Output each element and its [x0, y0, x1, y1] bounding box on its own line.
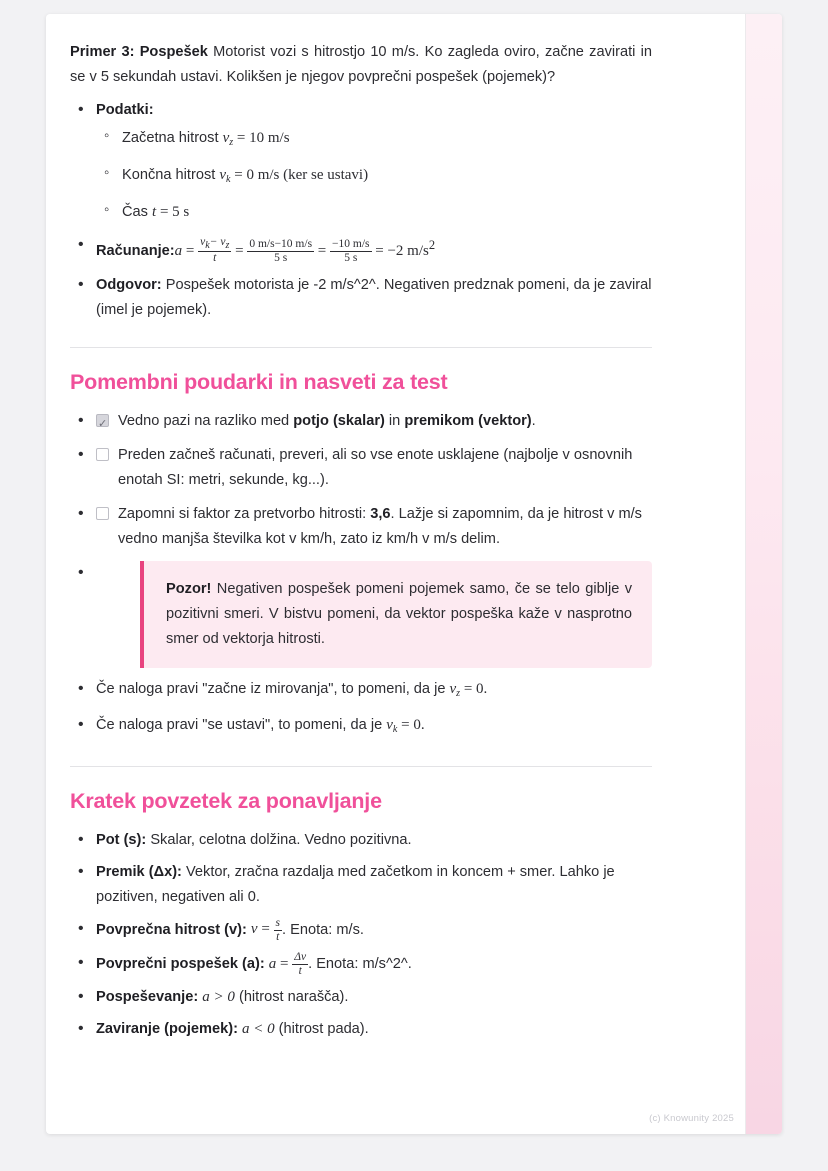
data-item-0-rest: = 10 m/s — [233, 130, 290, 146]
tip-0-text-b: potjo (skalar) — [293, 412, 385, 429]
example-paragraph — [70, 40, 652, 90]
summary-0-label: Pot (s): — [96, 831, 147, 848]
tip-item-0 — [70, 409, 652, 434]
calc-result: −2 m/s — [387, 243, 429, 259]
note-0-symbol: v — [449, 680, 457, 697]
copyright-footer: (c) Knowunity 2025 — [649, 1113, 734, 1124]
callout-text: Negativen pospešek pomeni pojemek samo, če se telo giblje v pozitivni smeri. V bistvu pomeni, da vektor pospeška kaže v nasprotno smer od vektorja hitrosti. — [166, 580, 632, 647]
tips-section-title: Pomembni poudarki in nasveti za test — [70, 369, 448, 394]
answer-bullet — [70, 273, 652, 323]
calc-lhs: a — [174, 243, 183, 259]
summary-5-label: Zaviranje (pojemek): — [96, 1021, 238, 1038]
summary-4-text: (hitrost narašča). — [234, 989, 349, 1006]
calc-fraction-1 — [198, 236, 231, 266]
data-label: Podatki: — [96, 102, 154, 118]
tip-2-text-c: . Lažje si zapomnim, da je hitrost v m/s vedno manjša številka kot v km/h, zato iz km/h v m/s delim. — [118, 505, 642, 547]
calc-f3-den: 5 s — [344, 252, 358, 265]
summary-1-label: Premik (Δx): — [96, 863, 182, 880]
tip-item-1 — [70, 443, 652, 493]
tip-0-text-d: premikom (vektor) — [404, 412, 532, 429]
summary-item-1 — [70, 860, 652, 910]
answer-label: Odgovor: — [96, 276, 162, 293]
calc-f2-den: 5 s — [274, 252, 288, 265]
summary-item-5 — [70, 1017, 652, 1042]
decorative-side-strip — [745, 14, 782, 1134]
data-item-2-symbol: t — [152, 204, 157, 220]
note-1-subscript: k — [392, 723, 398, 735]
data-item-1-symbol: v — [219, 167, 227, 183]
summary-item-3 — [70, 951, 652, 978]
note-1-symbol: v — [386, 716, 393, 733]
summary-0-text: Skalar, celotna dolžina. Vedno pozitivna. — [146, 831, 412, 848]
summary-item-2 — [70, 917, 652, 944]
note-0-rest: = 0. — [460, 680, 488, 697]
summary-3-num: Δv — [294, 950, 307, 963]
document-content — [70, 40, 652, 1049]
callout-label: Pozor! — [166, 580, 212, 597]
data-item-0-symbol: v — [222, 130, 230, 146]
tip-0-text-a: Vedno pazi na razliko med — [118, 412, 294, 429]
data-item-0 — [96, 127, 652, 154]
tip-0-text-e: . — [531, 412, 536, 429]
note-item-1 — [70, 713, 652, 742]
calculation-bullet — [70, 233, 652, 266]
data-item-0-prefix: Začetna hitrost — [122, 130, 223, 146]
summary-3-den: t — [298, 965, 302, 978]
summary-3-label: Povprečni pospešek (a): — [96, 955, 265, 972]
data-item-1 — [96, 164, 652, 191]
tips-checklist — [70, 409, 652, 668]
tips-notes-list — [70, 677, 652, 742]
example-label: Primer 3: Pospešek — [70, 44, 208, 60]
tip-1-text: Preden začneš računati, preveri, ali so vse enote usklajene (najbolje v osnovnih enotah SI: metri, sekunde, kg...). — [118, 446, 633, 488]
summary-5-math: a < 0 — [242, 1021, 275, 1038]
summary-5-text: (hitrost pada). — [274, 1021, 369, 1038]
summary-section-title: Kratek povzetek za ponavljanje — [70, 788, 382, 813]
summary-2-label: Povprečna hitrost (v): — [96, 921, 247, 938]
note-0-subscript: z — [456, 687, 461, 699]
note-item-0 — [70, 677, 652, 706]
document-page — [46, 14, 782, 1134]
summary-2-formula: v = $\frac{s}{t}$ — [250, 916, 281, 943]
note-1-prefix: Če naloga pravi "se ustavi", to pomeni, da je — [96, 716, 387, 733]
calc-f1-sub2: z — [225, 239, 230, 251]
summary-4-math: a > 0 — [202, 989, 235, 1006]
tip-0-text-c: in — [384, 412, 405, 429]
summary-3-formula: a = $\frac{\Delta v}{t}$ — [268, 950, 307, 978]
note-0-prefix: Če naloga pravi "začne iz mirovanja", to pomeni, da je — [96, 680, 450, 697]
answer-text: Pospešek motorista je -2 m/s^2^. Negativen predznak pomeni, da je zaviral (imel je pojemek). — [96, 276, 652, 318]
data-item-0-subscript: z — [229, 137, 234, 148]
section-divider-1 — [70, 347, 652, 348]
checkbox-1[interactable] — [96, 448, 109, 461]
summary-3-lhs: a — [268, 955, 277, 972]
data-item-1-prefix: Končna hitrost — [122, 167, 220, 183]
section-divider-2 — [70, 766, 652, 767]
note-1-rest: = 0. — [397, 716, 425, 733]
summary-list — [70, 828, 652, 1043]
data-item-1-rest: = 0 m/s (ker se ustavi) — [230, 167, 369, 183]
calc-f3-num: −10 m/s — [330, 238, 371, 252]
calc-fraction-3 — [330, 238, 371, 265]
calc-f2-num: 0 m/s−10 m/s — [247, 238, 314, 252]
summary-2-text: . Enota: m/s. — [282, 921, 364, 938]
calc-f1-num-v1: v — [200, 235, 206, 248]
warning-callout — [140, 561, 652, 668]
summary-2-lhs: v — [250, 921, 258, 938]
calc-f1-den: t — [213, 252, 217, 265]
summary-2-den: t — [276, 930, 280, 943]
calc-f1-mid: − v — [209, 235, 226, 248]
tip-item-2 — [70, 502, 652, 552]
calculation-formula: a = $\frac{vk- vz}{t}$ = $\frac{0 m/s-10 m/s}{5 s}$ = $\frac{-10 m/s}{5 s}$ = −2 $m/s^2$ — [174, 235, 436, 265]
data-item-2 — [96, 201, 652, 223]
checkbox-0[interactable] — [96, 414, 109, 427]
calc-f1-sub1: k — [205, 239, 210, 251]
summary-4-label: Pospeševanje: — [96, 989, 199, 1006]
data-sublist — [96, 127, 652, 223]
checkbox-2[interactable] — [96, 507, 109, 520]
data-item-2-rest: = 5 s — [156, 204, 190, 220]
data-item-1-subscript: k — [226, 174, 231, 185]
calc-result-exponent: 2 — [428, 238, 436, 252]
summary-3-text: . Enota: m/s^2^. — [308, 955, 412, 972]
tip-2-text-b: 3,6 — [370, 505, 391, 522]
tip-2-text-a: Zapomni si faktor za pretvorbo hitrosti: — [118, 505, 371, 522]
summary-item-4 — [70, 985, 652, 1010]
example-bullet-list — [70, 98, 652, 323]
calc-fraction-2 — [247, 238, 314, 265]
callout-bullet — [70, 561, 652, 668]
summary-1-text: Vektor, zračna razdalja med začetkom in koncem + smer. Lahko je pozitiven, negativen ali 0. — [96, 863, 615, 905]
data-item-2-prefix: Čas — [122, 204, 153, 220]
summary-item-0 — [70, 828, 652, 853]
summary-2-num: s — [275, 916, 281, 929]
data-bullet — [70, 98, 652, 223]
calculation-label: Računanje: — [96, 243, 175, 259]
example-text: Motorist vozi s hitrostjo 10 m/s. Ko zagleda oviro, začne zavirati in se v 5 sekundah ustavi. Kolikšen je njegov povprečni pospešek (pojemek)? — [70, 44, 652, 85]
